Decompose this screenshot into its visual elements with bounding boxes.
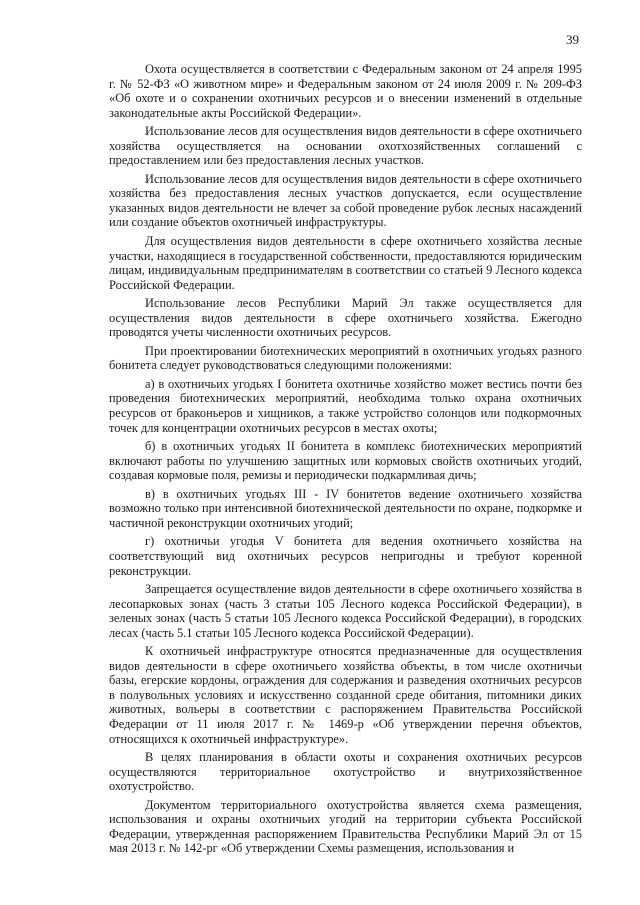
paragraph-prohibited-zones: Запрещается осуществление видов деятельности в сфере охотничьего хозяйства в лесопарковых зонах (часть 3 статьи 105 Лесного кодекса Российской Федерации), в зеленых зонах (часть 5 статьи 105 Лесного кодекса Российской Федерации), в городских лесах (часть 5.1 статьи 105 Лесного кодекса Российской Федерации).: [109, 582, 582, 640]
paragraph-without-plots: Использование лесов для осуществления видов деятельности в сфере охотничьего хозяйства без предоставления лесных участков допускается, если осуществление указанных видов деятельности не влечет за собой проведение рубок лесных насаждений или создание объектов охотничьей инфраструктуры.: [109, 171, 582, 230]
list-item-bonitet-1: а) в охотничьих угодьях I бонитета охотничье хозяйство может вестись почти без проведения биотехнических мероприятий, необходима только охрана охотничьих ресурсов от браконьеров и хищников, а также устройство солонцов или подкормочных точек для концентрации охотничьих ресурсов в местах охоты;: [109, 376, 582, 435]
paragraph-territorial-scheme: Документом территориального охотустройства является схема размещения, использования и охраны охотничьих угодий на территории субъекта Российской Федерации, утвержденная распоряжением Правительства Республики Марий Эл от 15 мая 2013 г. № 142-рг «Об утверждении Схемы размещения, использования и: [109, 797, 582, 856]
paragraph-hunting-infrastructure: К охотничьей инфраструктуре относятся предназначенные для осуществления видов деятельности в сфере охотничьего хозяйства объекты, в том числе охотничьи базы, егерские кордоны, ограждения для содержания и разведения охотничьих ресурсов в полувольных условиях и искусственно созданной среде обитания, питомники диких животных, вольеры в соответствии с распоряжением Правительства Российской Федерации от 11 июля 2017 г. № 1469-р «Об утверждении перечня объектов, относящихся к охотничьей инфраструктуре».: [109, 644, 582, 746]
paragraph-hunting-legislation: Охота осуществляется в соответствии с Федеральным законом от 24 апреля 1995 г. № 52-ФЗ «О животном мире» и Федеральным законом от 24 июля 2009 г. № 209-ФЗ «Об охоте и о сохранении охотничьих ресурсов и о внесении изменений в отдельные законодательные акты Российской Федерации».: [109, 62, 582, 120]
paragraph-hunting-planning: В целях планирования в области охоты и сохранения охотничьих ресурсов осуществляются территориальное охотустройство и внутрихозяйственное охотустройство.: [109, 750, 582, 794]
page-number: 39: [566, 32, 579, 47]
list-item-bonitet-3-4: в) в охотничьих угодьях III - IV бонитетов ведение охотничьего хозяйства возможно только при интенсивной биотехнической деятельности по охране, подкормке и частичной реконструкции охотничьих угодий;: [109, 486, 582, 530]
paragraph-mari-el-forests: Использование лесов Республики Марий Эл также осуществляется для осуществления видов деятельности в сфере охотничьего хозяйства. Ежегодно проводятся учеты численности охотничьих ресурсов.: [109, 296, 582, 340]
list-item-bonitet-2: б) в охотничьих угодьях II бонитета в комплекс биотехнических мероприятий включают работы по улучшению защитных или кормовых свойств охотничьих угодий, создавая кормовые поля, ремизы и периодически подкармливая дичь;: [109, 439, 582, 483]
list-item-bonitet-5: г) охотничьи угодья V бонитета для ведения охотничьего хозяйства на соответствующий вид охотничьих ресурсов непригодны и требуют коренной реконструкции.: [109, 534, 582, 578]
document-body: [109, 62, 582, 860]
paragraph-biotech-intro: При проектировании биотехнических мероприятий в охотничьих угодьях разного бонитета следует руководствоваться следующими положениями:: [109, 343, 582, 373]
paragraph-plot-provision: Для осуществления видов деятельности в сфере охотничьего хозяйства лесные участки, находящиеся в государственной собственности, предоставляются юридическим лицам, индивидуальным предпринимателям в соответствии со статьей 9 Лесного кодекса Российской Федерации.: [109, 234, 582, 292]
paragraph-forest-use-agreements: Использование лесов для осуществления видов деятельности в сфере охотничьего хозяйства осуществляется на основании охотхозяйственных соглашений с предоставлением или без предоставления лесных участков.: [109, 124, 582, 168]
